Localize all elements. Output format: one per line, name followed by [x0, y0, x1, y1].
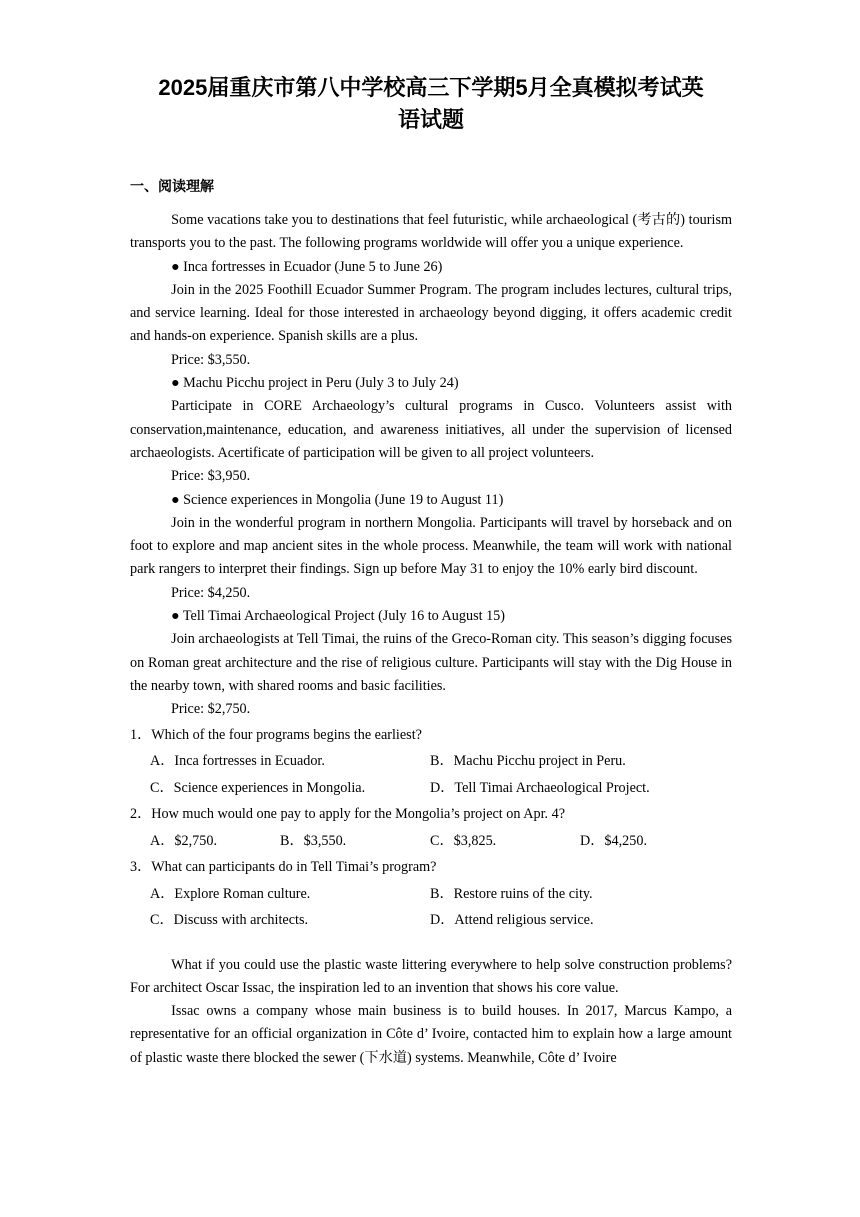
option-b[interactable]: B．Machu Picchu project in Peru. [430, 753, 626, 770]
option-a[interactable]: A．Inca fortresses in Ecuador. [150, 753, 325, 770]
passage-paragraph: Issac owns a company whose main business is to build houses. In 2017, Marcus Kampo, a representative for an official organization in Côte d’ Ivoire, contacted him to explain how a large amount of plastic waste there blocked the sewer (下水道) systems. Meanwhile, Côte d’ Ivoire [130, 1003, 732, 1066]
option-b[interactable]: B．Restore ruins of the city. [430, 885, 593, 902]
passage-paragraph: What if you could use the plastic waste littering everywhere to help solve construction problems? For architect Oscar Issac, the inspiration led to an invention that shows his core value. [130, 956, 732, 996]
program-heading: ● Machu Picchu project in Peru (July 3 to July 24) [171, 375, 459, 392]
program-body: Join in the wonderful program in northern Mongolia. Participants will travel by horseback and on foot to explore and map ancient sites in the whole process. Meanwhile, the team will work with national park rangers to interpret their findings. Sign up before May 31 to enjoy the 10% early bird discount. [130, 514, 732, 578]
program-price: Price: $2,750. [171, 701, 251, 718]
program-price: Price: $3,550. [171, 351, 251, 368]
option-c[interactable]: C．Science experiences in Mongolia. [150, 779, 366, 796]
section-heading: 一、阅读理解 [130, 178, 214, 194]
title-line-1: 2025届重庆市第八中学校高三下学期5月全真模拟考试英 [158, 75, 704, 100]
program-price: Price: $4,250. [171, 584, 251, 601]
program-heading: ● Inca fortresses in Ecuador (June 5 to June 26) [171, 258, 443, 275]
option-b[interactable]: B．$3,550. [280, 832, 347, 849]
option-row [130, 748, 732, 775]
program-heading: ● Tell Timai Archaeological Project (July 16 to August 15) [171, 608, 505, 625]
page-title [124, 72, 738, 136]
program-body: Participate in CORE Archaeology’s cultural programs in Cusco. Volunteers assist with conservation,maintenance, education, and awareness initiatives, all under the supervision of licensed archaeologists. Acertificate of participation will be given to all project volunteers. [130, 398, 732, 461]
option-a[interactable]: A．Explore Roman culture. [150, 885, 311, 902]
exam-page [130, 72, 732, 1070]
program-price: Price: $3,950. [171, 468, 251, 485]
option-c[interactable]: C．$3,825. [430, 832, 497, 849]
option-row [130, 775, 732, 802]
option-d[interactable]: D．Tell Timai Archaeological Project. [430, 779, 650, 796]
title-line-2: 语试题 [397, 107, 464, 132]
option-row [130, 881, 732, 908]
option-row [130, 907, 732, 934]
option-a[interactable]: A．$2,750. [150, 832, 217, 849]
program-body: Join archaeologists at Tell Timai, the ruins of the Greco-Roman city. This season’s digging focuses on Roman great architecture and the rise of religious culture. Participants will stay with the Dig House in the nearby town, with shared rooms and basic facilities. [130, 631, 732, 694]
option-d[interactable]: D．Attend religious service. [430, 912, 594, 929]
option-d[interactable]: D．$4,250. [580, 832, 647, 849]
option-c[interactable]: C．Discuss with architects. [150, 912, 309, 929]
question-stem: 3．What can participants do in Tell Timai’s program? [130, 859, 437, 876]
option-row [130, 828, 732, 855]
program-body: Join in the 2025 Foothill Ecuador Summer Program. The program includes lectures, cultural trips, and service learning. Ideal for those interested in archaeology beyond digging, it offers academic credit and hands-on experience. Spanish skills are a plus. [130, 281, 732, 345]
question-stem: 1．Which of the four programs begins the earliest? [130, 726, 422, 743]
program-heading: ● Science experiences in Mongolia (June 19 to August 11) [171, 491, 504, 508]
passage-intro: Some vacations take you to destinations that feel futuristic, while archaeological (考古的) tourism transports you to the past. The following programs worldwide will offer you a unique experience. [130, 212, 732, 252]
question-stem: 2．How much would one pay to apply for the Mongolia’s project on Apr. 4? [130, 806, 566, 823]
